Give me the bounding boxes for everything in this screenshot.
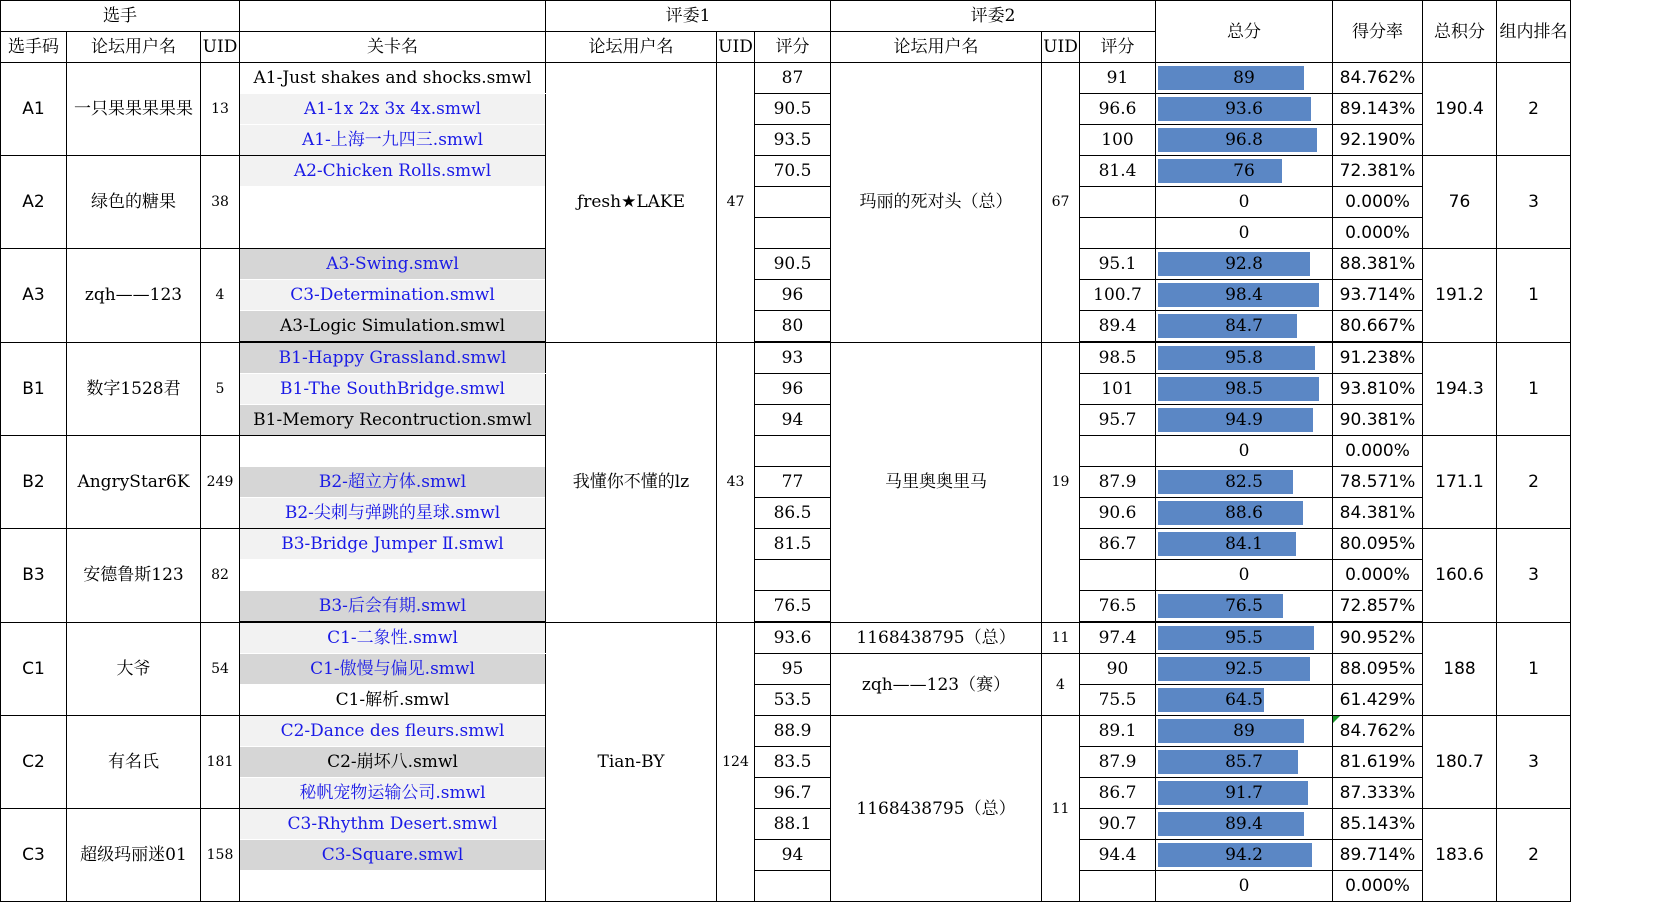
level-name[interactable]: C1-傲慢与偏见.smwl — [240, 654, 546, 685]
player-code: B1 — [1, 342, 67, 436]
header-j1-score: 评分 — [755, 32, 831, 63]
total-score: 88.6 — [1225, 503, 1263, 523]
score-rate: 88.381% — [1333, 249, 1423, 280]
total-score-bar — [1158, 594, 1283, 618]
judge2-score: 90.6 — [1080, 498, 1156, 529]
judge2-score — [1080, 187, 1156, 218]
table-row — [1, 156, 1571, 187]
player-uid: 249 — [201, 436, 240, 529]
score-rate: 61.429% — [1333, 685, 1423, 716]
score-rate: 89.714% — [1333, 840, 1423, 871]
total-points: 76 — [1423, 156, 1497, 249]
judge2-score: 81.4 — [1080, 156, 1156, 187]
player-uid: 158 — [201, 809, 240, 902]
total-score: 84.7 — [1225, 316, 1263, 336]
total-points: 183.6 — [1423, 809, 1497, 902]
judge2-name: 玛丽的死对头（总） — [831, 63, 1042, 343]
total-score-cell — [1156, 809, 1333, 840]
score-rate: 90.952% — [1333, 622, 1423, 654]
total-score: 93.6 — [1225, 99, 1263, 119]
judge2-score: 101 — [1080, 374, 1156, 405]
total-score-cell — [1156, 156, 1333, 187]
judge2-score — [1080, 871, 1156, 902]
score-rate: 91.238% — [1333, 342, 1423, 374]
judge2-score: 96.6 — [1080, 94, 1156, 125]
level-name — [240, 218, 546, 249]
player-uid: 38 — [201, 156, 240, 249]
judge2-uid: 11 — [1042, 716, 1080, 902]
judge2-uid: 19 — [1042, 342, 1080, 622]
judge1-score: 81.5 — [755, 529, 831, 560]
player-uid: 13 — [201, 63, 240, 156]
judge1-score: 87 — [755, 63, 831, 94]
player-forum-name: 一只果果果果果 — [67, 63, 201, 156]
player-code: A1 — [1, 63, 67, 156]
header-total-points: 总积分 — [1423, 1, 1497, 63]
group-rank: 3 — [1497, 529, 1571, 623]
table-row — [1, 249, 1571, 280]
score-rate: 90.381% — [1333, 405, 1423, 436]
judge1-score: 80 — [755, 311, 831, 343]
level-name[interactable]: B2-尖刺与弹跳的星球.smwl — [240, 498, 546, 529]
total-score: 0 — [1238, 223, 1250, 243]
judge2-score: 75.5 — [1080, 685, 1156, 716]
judge1-score: 88.9 — [755, 716, 831, 747]
level-name[interactable]: A3-Swing.smwl — [240, 249, 546, 280]
total-points: 160.6 — [1423, 529, 1497, 623]
total-score-cell — [1156, 498, 1333, 529]
total-score-bar — [1158, 66, 1304, 90]
judge2-score: 76.5 — [1080, 591, 1156, 623]
player-uid: 181 — [201, 716, 240, 809]
total-score-cell — [1156, 654, 1333, 685]
group-rank: 2 — [1497, 436, 1571, 529]
table-row — [1, 622, 1571, 654]
level-name[interactable]: A2-Chicken Rolls.smwl — [240, 156, 546, 187]
judge1-score: 83.5 — [755, 747, 831, 778]
header-forum-user: 论坛用户名 — [67, 32, 201, 63]
score-rate: 78.571% — [1333, 467, 1423, 498]
score-rate: 93.810% — [1333, 374, 1423, 405]
total-score-cell — [1156, 374, 1333, 405]
judge1-score: 77 — [755, 467, 831, 498]
total-score: 98.5 — [1225, 379, 1263, 399]
judge1-score: 94 — [755, 405, 831, 436]
total-score: 0 — [1238, 565, 1250, 585]
judge1-score: 90.5 — [755, 249, 831, 280]
player-forum-name: 绿色的糖果 — [67, 156, 201, 249]
header-j2-score: 评分 — [1080, 32, 1156, 63]
table-row — [1, 436, 1571, 467]
player-code: A3 — [1, 249, 67, 343]
score-rate: 87.333% — [1333, 778, 1423, 809]
judge1-score: 94 — [755, 840, 831, 871]
score-rate: 80.667% — [1333, 311, 1423, 343]
judge2-score: 86.7 — [1080, 778, 1156, 809]
player-forum-name: 数字1528君 — [67, 342, 201, 436]
judge2-score: 89.1 — [1080, 716, 1156, 747]
player-code: A2 — [1, 156, 67, 249]
level-name[interactable]: C2-Dance des fleurs.smwl — [240, 716, 546, 747]
judge2-score — [1080, 436, 1156, 467]
total-score: 95.8 — [1225, 348, 1263, 368]
judge1-score — [755, 218, 831, 249]
table-row — [1, 809, 1571, 840]
total-score: 92.8 — [1225, 254, 1263, 274]
player-forum-name: 超级玛丽迷01 — [67, 809, 201, 902]
total-score: 82.5 — [1225, 472, 1263, 492]
judge2-score: 94.4 — [1080, 840, 1156, 871]
player-uid: 82 — [201, 529, 240, 623]
header-level-name: 关卡名 — [240, 32, 546, 63]
total-score: 89.4 — [1225, 814, 1263, 834]
judge2-score: 100.7 — [1080, 280, 1156, 311]
score-rate: 0.000% — [1333, 187, 1423, 218]
judge1-name: 我懂你不懂的lz — [546, 342, 717, 622]
level-name[interactable]: A1-1x 2x 3x 4x.smwl — [240, 94, 546, 125]
judge1-score: 90.5 — [755, 94, 831, 125]
level-name[interactable]: C1-二象性.smwl — [240, 622, 546, 654]
player-code: B2 — [1, 436, 67, 529]
level-name[interactable]: C3-Square.smwl — [240, 840, 546, 871]
judge2-name: 1168438795（总） — [831, 622, 1042, 654]
player-forum-name: 有名氏 — [67, 716, 201, 809]
level-name[interactable]: B1-The SouthBridge.smwl — [240, 374, 546, 405]
total-score: 76 — [1233, 161, 1255, 181]
judge2-score: 91 — [1080, 63, 1156, 94]
judge2-score: 87.9 — [1080, 747, 1156, 778]
group-rank: 1 — [1497, 249, 1571, 343]
total-score-cell — [1156, 716, 1333, 747]
judge1-score: 70.5 — [755, 156, 831, 187]
judge2-name: zqh——123（赛） — [831, 654, 1042, 716]
total-score-cell — [1156, 747, 1333, 778]
judge2-uid: 11 — [1042, 622, 1080, 654]
header-total: 总分 — [1156, 1, 1333, 63]
total-points: 171.1 — [1423, 436, 1497, 529]
total-score-bar — [1158, 719, 1304, 743]
score-rate: 89.143% — [1333, 94, 1423, 125]
total-score-cell — [1156, 560, 1333, 591]
judge2-uid: 67 — [1042, 63, 1080, 343]
judge1-score: 88.1 — [755, 809, 831, 840]
level-name[interactable]: B3-后会有期.smwl — [240, 591, 546, 623]
header-group-rank: 组内排名 — [1497, 1, 1571, 63]
judge1-score — [755, 187, 831, 218]
total-score: 0 — [1238, 441, 1250, 461]
level-name[interactable]: C3-Rhythm Desert.smwl — [240, 809, 546, 840]
total-score: 89 — [1233, 721, 1255, 741]
header-judge1-group: 评委1 — [546, 1, 831, 32]
score-rate: 84.762% — [1333, 716, 1423, 747]
total-score-cell — [1156, 529, 1333, 560]
judge1-uid: 124 — [717, 622, 755, 902]
total-score-cell — [1156, 342, 1333, 374]
score-rate: 92.190% — [1333, 125, 1423, 156]
level-name: A1-Just shakes and shocks.smwl — [240, 63, 546, 94]
total-score-cell — [1156, 591, 1333, 623]
total-score: 96.8 — [1225, 130, 1263, 150]
judge2-score: 95.1 — [1080, 249, 1156, 280]
total-score: 85.7 — [1225, 752, 1263, 772]
score-rate: 72.857% — [1333, 591, 1423, 623]
total-points: 194.3 — [1423, 342, 1497, 436]
total-score-cell — [1156, 311, 1333, 343]
judge2-name: 马里奥奥里马 — [831, 342, 1042, 622]
total-score-bar — [1158, 159, 1282, 183]
header-judge2-group: 评委2 — [831, 1, 1156, 32]
total-score: 94.2 — [1225, 845, 1263, 865]
total-score-cell — [1156, 467, 1333, 498]
judge1-uid: 43 — [717, 342, 755, 622]
judge1-score: 96 — [755, 374, 831, 405]
total-score-cell — [1156, 280, 1333, 311]
player-uid: 5 — [201, 342, 240, 436]
total-score-cell — [1156, 249, 1333, 280]
total-score: 91.7 — [1225, 783, 1263, 803]
table-row — [1, 63, 1571, 94]
judge2-score: 89.4 — [1080, 311, 1156, 343]
player-code: C2 — [1, 716, 67, 809]
judge1-score: 93 — [755, 342, 831, 374]
level-name: A3-Logic Simulation.smwl — [240, 311, 546, 343]
group-rank: 2 — [1497, 63, 1571, 156]
total-score: 98.4 — [1225, 285, 1263, 305]
score-rate: 72.381% — [1333, 156, 1423, 187]
judge1-score — [755, 560, 831, 591]
header-j1-forum-user: 论坛用户名 — [546, 32, 717, 63]
level-name[interactable]: B2-超立方体.smwl — [240, 467, 546, 498]
judge2-score: 86.7 — [1080, 529, 1156, 560]
total-score-cell — [1156, 685, 1333, 716]
total-score: 95.5 — [1225, 628, 1263, 648]
judge1-score: 53.5 — [755, 685, 831, 716]
judge2-score: 97.4 — [1080, 622, 1156, 654]
total-score-cell — [1156, 125, 1333, 156]
total-score-cell — [1156, 840, 1333, 871]
level-name[interactable]: B1-Happy Grassland.smwl — [240, 342, 546, 374]
score-rate: 93.714% — [1333, 280, 1423, 311]
player-forum-name: zqh——123 — [67, 249, 201, 343]
total-score: 84.1 — [1225, 534, 1263, 554]
total-score: 76.5 — [1225, 596, 1263, 616]
group-rank: 3 — [1497, 716, 1571, 809]
level-name — [240, 560, 546, 591]
table-row — [1, 529, 1571, 560]
total-points: 188 — [1423, 622, 1497, 716]
score-rate: 80.095% — [1333, 529, 1423, 560]
judge2-name: 1168438795（总） — [831, 716, 1042, 902]
judge2-score — [1080, 218, 1156, 249]
total-score-cell — [1156, 436, 1333, 467]
player-forum-name: AngryStar6K — [67, 436, 201, 529]
player-forum-name: 安德鲁斯123 — [67, 529, 201, 623]
group-rank: 3 — [1497, 156, 1571, 249]
total-points: 180.7 — [1423, 716, 1497, 809]
level-name[interactable]: A1-上海一九四三.smwl — [240, 125, 546, 156]
judge1-score — [755, 871, 831, 902]
total-score: 94.9 — [1225, 410, 1263, 430]
total-score: 0 — [1238, 192, 1250, 212]
score-rate: 84.762% — [1333, 63, 1423, 94]
table-row — [1, 342, 1571, 374]
total-score-cell — [1156, 778, 1333, 809]
level-name: B1-Memory Recontruction.smwl — [240, 405, 546, 436]
judge2-score: 87.9 — [1080, 467, 1156, 498]
table-row — [1, 716, 1571, 747]
total-score: 64.5 — [1225, 690, 1263, 710]
total-points: 190.4 — [1423, 63, 1497, 156]
header-player-group: 选手 — [1, 1, 240, 32]
level-name — [240, 187, 546, 218]
total-score: 92.5 — [1225, 659, 1263, 679]
total-score: 89 — [1233, 68, 1255, 88]
header-j2-uid: UID — [1042, 32, 1080, 63]
header-player-code: 选手码 — [1, 32, 67, 63]
score-rate: 81.619% — [1333, 747, 1423, 778]
score-rate: 0.000% — [1333, 560, 1423, 591]
judge2-score: 95.7 — [1080, 405, 1156, 436]
judge2-score: 98.5 — [1080, 342, 1156, 374]
score-rate: 84.381% — [1333, 498, 1423, 529]
player-code: C3 — [1, 809, 67, 902]
judge2-score: 90 — [1080, 654, 1156, 685]
level-name: C2-崩坏八.smwl — [240, 747, 546, 778]
score-rate: 85.143% — [1333, 809, 1423, 840]
total-score-cell — [1156, 63, 1333, 94]
judge1-score: 95 — [755, 654, 831, 685]
header-j1-uid: UID — [717, 32, 755, 63]
header-rate: 得分率 — [1333, 1, 1423, 63]
judge2-score: 100 — [1080, 125, 1156, 156]
group-rank: 2 — [1497, 809, 1571, 902]
judge1-uid: 47 — [717, 63, 755, 343]
level-name: C1-解析.smwl — [240, 685, 546, 716]
total-points: 191.2 — [1423, 249, 1497, 343]
score-rate: 0.000% — [1333, 436, 1423, 467]
level-name — [240, 436, 546, 467]
total-score-cell — [1156, 622, 1333, 654]
judge1-name: Tian-BY — [546, 622, 717, 902]
total-score-cell — [1156, 94, 1333, 125]
judge1-score: 76.5 — [755, 591, 831, 623]
total-score-cell — [1156, 218, 1333, 249]
judge1-name: ƒresh★LAKE — [546, 63, 717, 343]
player-code: B3 — [1, 529, 67, 623]
judge2-score — [1080, 560, 1156, 591]
score-rate: 0.000% — [1333, 218, 1423, 249]
level-name[interactable]: C3-Determination.smwl — [240, 280, 546, 311]
header-uid: UID — [201, 32, 240, 63]
total-score-cell — [1156, 871, 1333, 902]
total-score: 0 — [1238, 876, 1250, 896]
group-rank: 1 — [1497, 622, 1571, 716]
score-rate: 0.000% — [1333, 871, 1423, 902]
score-rate: 88.095% — [1333, 654, 1423, 685]
judge2-uid: 4 — [1042, 654, 1080, 716]
player-uid: 4 — [201, 249, 240, 343]
total-score-cell — [1156, 187, 1333, 218]
judge1-score: 96 — [755, 280, 831, 311]
judge1-score: 86.5 — [755, 498, 831, 529]
judge2-score: 90.7 — [1080, 809, 1156, 840]
player-code: C1 — [1, 622, 67, 716]
group-rank: 1 — [1497, 342, 1571, 436]
header-j2-forum-user: 论坛用户名 — [831, 32, 1042, 63]
player-uid: 54 — [201, 622, 240, 716]
level-name — [240, 871, 546, 902]
level-name[interactable]: B3-Bridge Jumper Ⅱ.smwl — [240, 529, 546, 560]
player-forum-name: 大爷 — [67, 622, 201, 716]
total-score-cell — [1156, 405, 1333, 436]
level-name[interactable]: 秘帆宠物运输公司.smwl — [240, 778, 546, 809]
judge1-score: 93.6 — [755, 622, 831, 654]
judge1-score — [755, 436, 831, 467]
judge1-score: 96.7 — [755, 778, 831, 809]
judge1-score: 93.5 — [755, 125, 831, 156]
